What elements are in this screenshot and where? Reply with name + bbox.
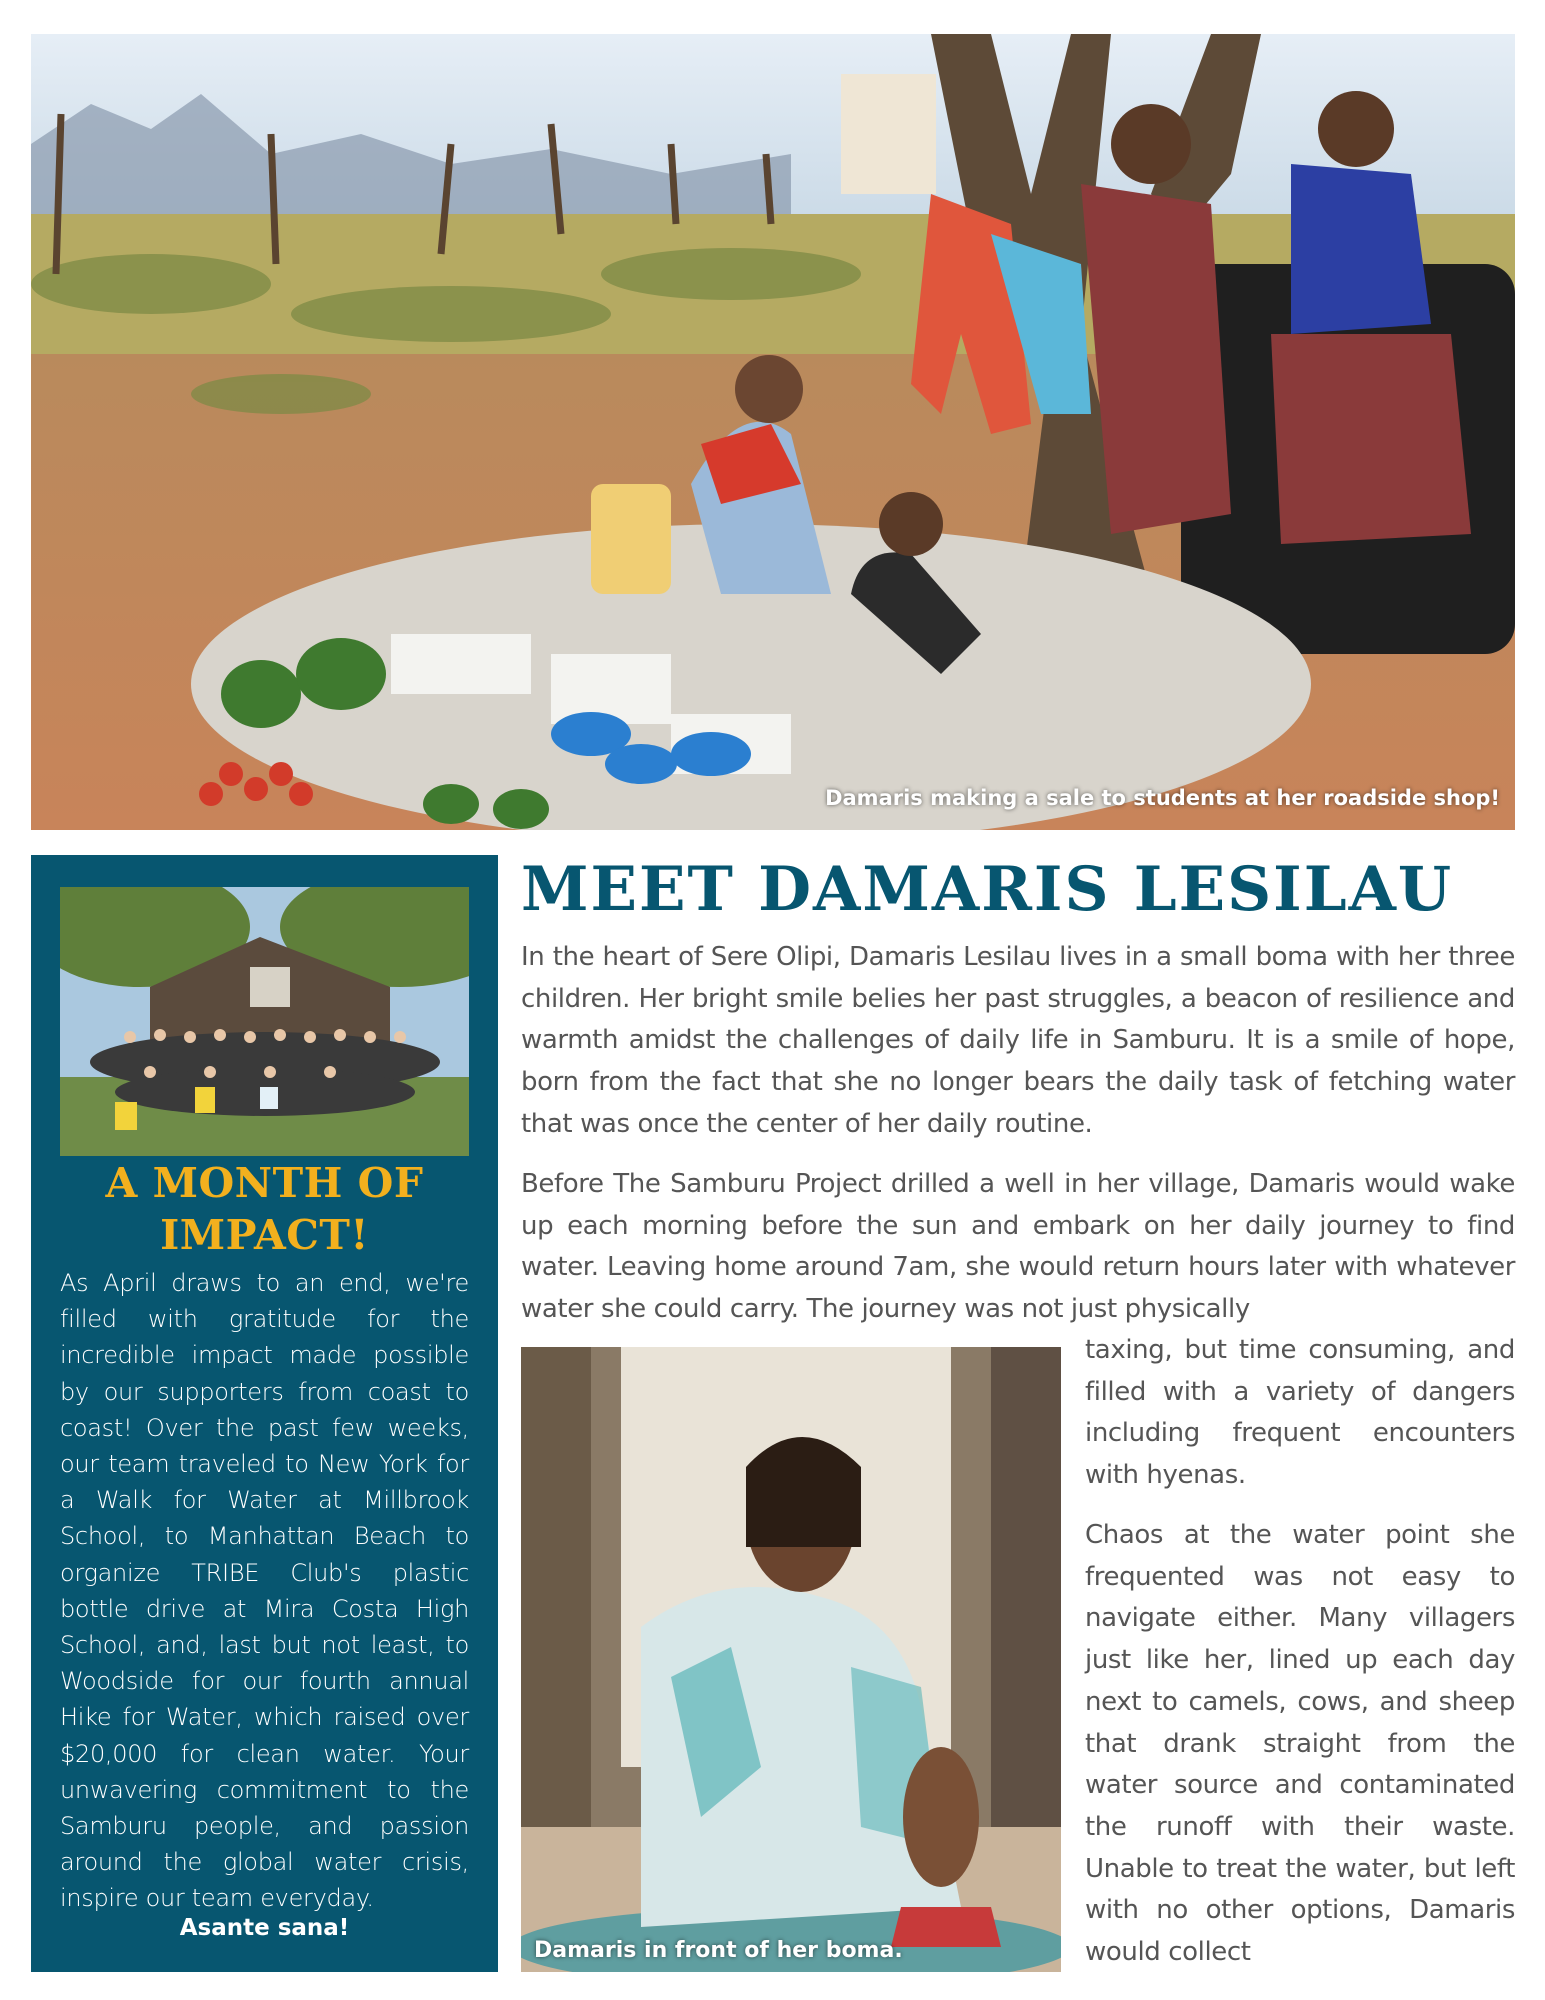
hero-photo (31, 34, 1515, 830)
sidebar-body-text: As April draws to an end, we're filled with gratitude for the incredible impact made possible by our supporters from coast to coast! Over the past few weeks, our team traveled to New York for a Walk for Water at Millbrook School, to Manhattan Beach to organize TRIBE Club's plastic bottle drive at Mira Costa High School, and, last but not least, to Woodside for our fourth annual Hike for Water, which raised over $20,000 for clean water. Your unwavering commitment to the Samburu people, and passion around the global water crisis, inspire our team everyday. (60, 1269, 469, 1913)
hero-caption: Damaris making a sale to students at her roadside shop! (825, 786, 1500, 810)
sidebar-title: A MONTH OF IMPACT! (105, 1159, 424, 1259)
article-title: MEET DAMARIS LESILAU (521, 854, 1454, 925)
article-paragraph: taxing, but time consuming, and filled with a variety of dangers including frequent encounters with hyenas. (1085, 1335, 1515, 1491)
article-paragraph: Chaos at the water point she frequented was not easy to navigate either. Many villagers just like her, lined up each day next to camels, cows, and sheep that drank straight from the water source and contaminated the runoff with their waste. Unable to treat the water, but left with no other options, Damaris would collect (1085, 1520, 1515, 1968)
article-paragraph: In the heart of Sere Olipi, Damaris Lesilau lives in a small boma with her three children. Her bright smile belies her past struggles, a beacon of resilience and warmth amidst the challenges of daily life in Samburu. It is a smile of hope, born from the fact that she no longer bears the daily task of fetching water that was once the center of her daily routine. (521, 942, 1515, 1139)
portrait-photo (521, 1347, 1061, 1972)
portrait-caption: Damaris in front of her boma. (534, 1938, 903, 1963)
sidebar-panel (31, 855, 498, 1972)
article-paragraph: Before The Samburu Project drilled a well in her village, Damaris would wake up each morning before the sun and embark on her daily journey to find water. Leaving home around 7am, she would return hours later with whatever water she could carry. The journey was not just physically (521, 1169, 1515, 1325)
sidebar-signoff: Asante sana! (179, 1915, 350, 1941)
group-photo (60, 887, 469, 1156)
